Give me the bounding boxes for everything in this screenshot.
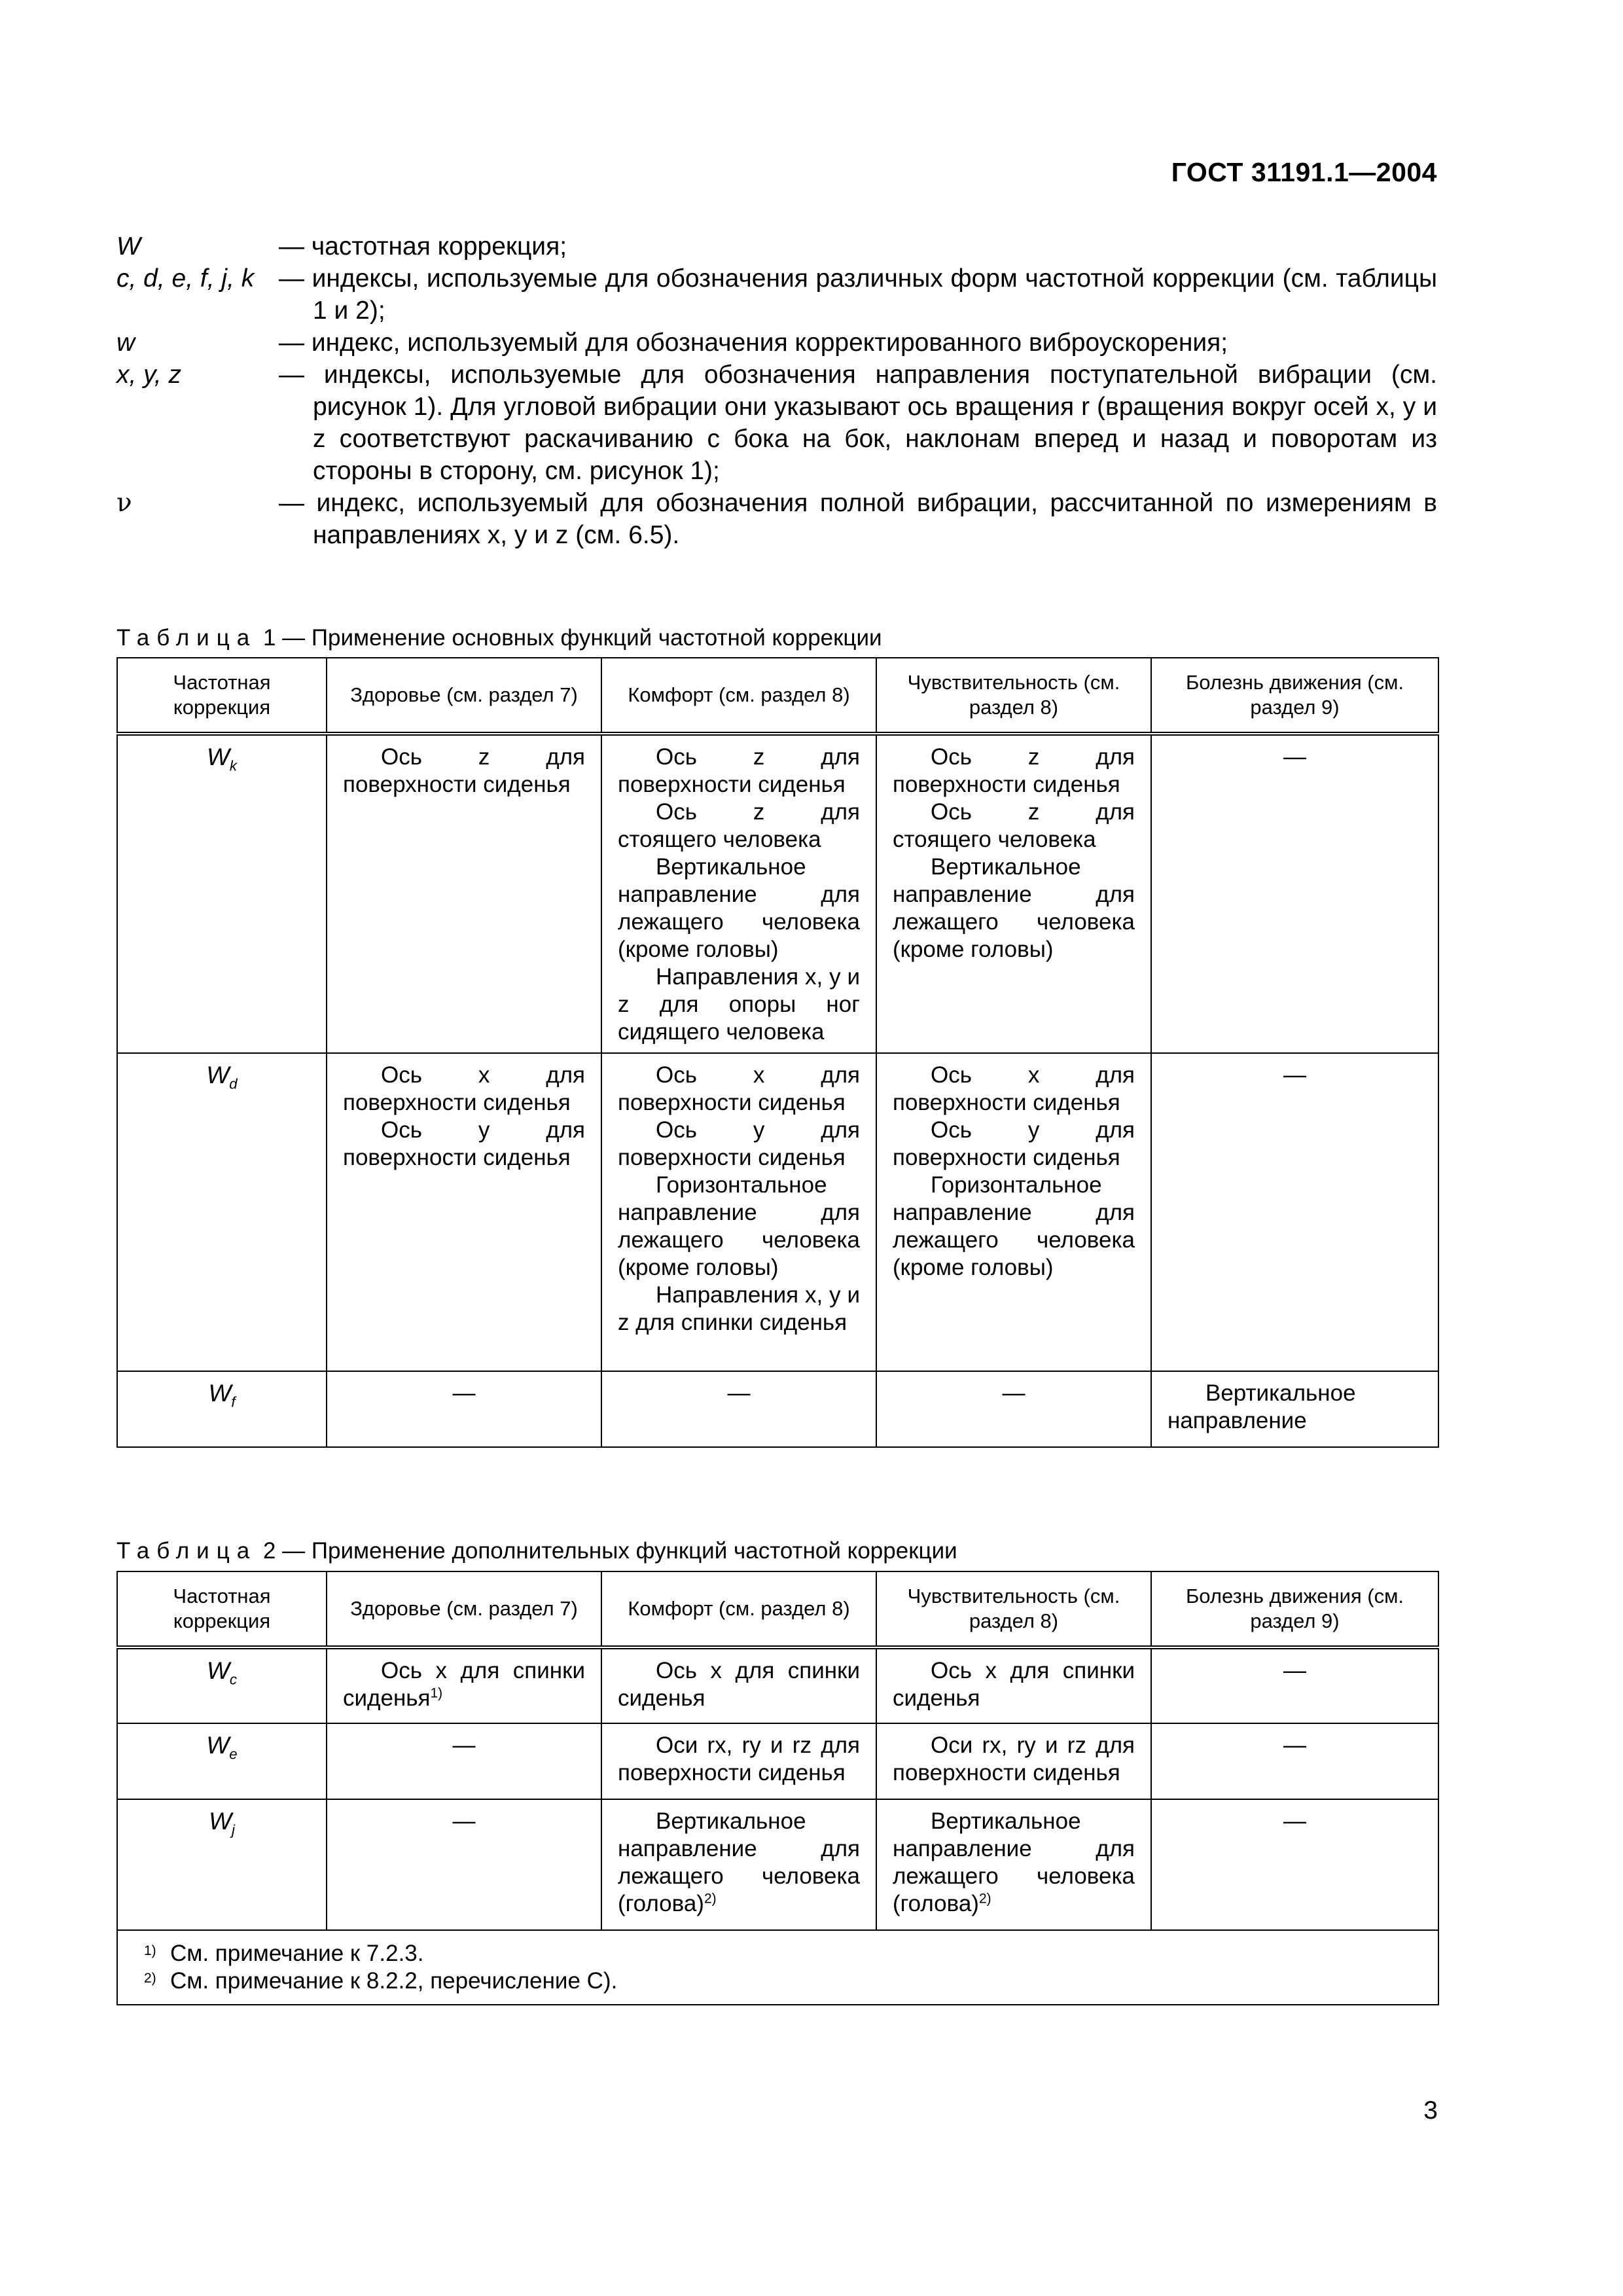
table2-caption xyxy=(116,1538,957,1564)
definition-symbol: c, d, e, f, j, k xyxy=(116,264,255,293)
page-number: 3 xyxy=(1423,2096,1438,2125)
definition-symbol: W xyxy=(116,232,141,260)
definition-item xyxy=(116,327,1437,359)
correction-symbol: $W_j$ xyxy=(117,1799,327,1930)
motion-cell: — xyxy=(1151,1723,1438,1799)
table1-header-health: Здоровье (см. раздел 7) xyxy=(327,658,601,734)
definition-text: — индекс, используемый для обозначения полной вибрации, рассчитанной по измерениям в направлениях x, y и z (см. 6.5). xyxy=(279,489,1437,549)
correction-symbol: $W_k$ xyxy=(117,734,327,1053)
table2-header-perception: Чувствительность (см. раздел 8) xyxy=(876,1571,1151,1647)
definition-symbol: x, y, z xyxy=(116,361,181,389)
perception-cell: Ось z для поверхности сиденья Ось z для стоящего человека Вертикальное направление для лежащего человека (кроме головы) xyxy=(876,734,1151,1053)
comfort-cell: Ось x для поверхности сиденья Ось y для поверхности сиденья Горизонтальное направление для лежащего человека (кроме головы) Направления x, y и z для спинки сиденья xyxy=(601,1053,876,1371)
table1-header-correction: Частотная коррекция xyxy=(117,658,327,734)
correction-symbol: $W_c$ xyxy=(117,1647,327,1723)
table2-header-comfort: Комфорт (см. раздел 8) xyxy=(601,1571,876,1647)
table2-header-health: Здоровье (см. раздел 7) xyxy=(327,1571,601,1647)
correction-symbol: $W_d$ xyxy=(117,1053,327,1371)
document-number: ГОСТ 31191.1—2004 xyxy=(1171,157,1437,187)
perception-cell: Ось x для поверхности сиденья Ось y для поверхности сиденья Горизонтальное направление для лежащего человека (кроме головы) xyxy=(876,1053,1151,1371)
motion-cell: — xyxy=(1151,734,1438,1053)
definition-text: — индексы, используемые для обозначения различных форм частотной коррекции (см. таблицы 1 и 2); xyxy=(279,264,1437,325)
comfort-cell: Оси rx, ry и rz для поверхности сиденья xyxy=(601,1723,876,1799)
table2-caption-text: 2 — Применение дополнительных функций частотной коррекции xyxy=(262,1538,957,1564)
health-cell: Ось x для спинки сиденья$^{1)}$ xyxy=(327,1647,601,1723)
table-row xyxy=(117,1053,1438,1371)
table1-caption xyxy=(116,625,882,651)
table1-caption-text: 1 — Применение основных функций частотной коррекции xyxy=(262,625,882,651)
motion-cell: Вертикальное направление xyxy=(1151,1371,1438,1447)
table1-header-row xyxy=(117,658,1438,734)
table2-header-motion: Болезнь движения (см. раздел 9) xyxy=(1151,1571,1438,1647)
definition-item xyxy=(116,230,1437,262)
table-row xyxy=(117,1371,1438,1447)
table1-caption-label: Таблица xyxy=(116,625,257,651)
health-cell: — xyxy=(327,1371,601,1447)
correction-symbol: $W_f$ xyxy=(117,1371,327,1447)
table2 xyxy=(116,1571,1439,2005)
table2-footnotes-row xyxy=(117,1930,1438,2005)
definition-item xyxy=(116,262,1437,327)
perception-cell: Вертикальное направление для лежащего человека (голова)$^{2)}$ xyxy=(876,1799,1151,1930)
table2-footnotes xyxy=(117,1930,1438,2005)
comfort-cell: Ось x для спинки сиденья xyxy=(601,1647,876,1723)
health-cell: — xyxy=(327,1799,601,1930)
table-row xyxy=(117,734,1438,1053)
definition-text: — индекс, используемый для обозначения корректированного виброускорения; xyxy=(279,329,1228,357)
motion-cell: — xyxy=(1151,1053,1438,1371)
table-row xyxy=(117,1647,1438,1723)
footnote-ref: 2) xyxy=(978,1891,991,1907)
perception-cell: — xyxy=(876,1371,1151,1447)
health-cell: — xyxy=(327,1723,601,1799)
definition-text: — частотная коррекция; xyxy=(279,232,567,260)
correction-symbol: $W_e$ xyxy=(117,1723,327,1799)
perception-cell: Оси rx, ry и rz для поверхности сиденья xyxy=(876,1723,1151,1799)
comfort-cell: — xyxy=(601,1371,876,1447)
table-row xyxy=(117,1723,1438,1799)
motion-cell: — xyxy=(1151,1799,1438,1930)
definitions-list xyxy=(116,230,1437,551)
table2-header-correction: Частотная коррекция xyxy=(117,1571,327,1647)
table1-header-comfort: Комфорт (см. раздел 8) xyxy=(601,658,876,734)
health-cell: Ось x для поверхности сиденья Ось y для поверхности сиденья xyxy=(327,1053,601,1371)
footnote-ref: 1) xyxy=(430,1685,443,1701)
definition-item xyxy=(116,487,1437,551)
footnote: 1) См. примечание к 7.2.3. xyxy=(144,1941,424,1966)
definition-item xyxy=(116,359,1437,487)
table-row xyxy=(117,1799,1438,1930)
definition-symbol: w xyxy=(116,329,135,357)
comfort-cell: Ось z для поверхности сиденья Ось z для стоящего человека Вертикальное направление для лежащего человека (кроме головы) Направления x, y и z для опоры ног сидящего человека xyxy=(601,734,876,1053)
footnote: 2) См. примечание к 8.2.2, перечисление С). xyxy=(144,1968,618,1994)
perception-cell: Ось x для спинки сиденья xyxy=(876,1647,1151,1723)
footnote-ref: 2) xyxy=(704,1891,717,1907)
table2-caption-label: Таблица xyxy=(116,1538,257,1564)
definition-text: — индексы, используемые для обозначения направления поступательной вибрации (см. рисунок 1). Для угловой вибрации они указывают ось вращения r (вращения вокруг осей x, y и z соответствуют раскачиванию с бока на бок, наклонам вперед и назад и поворотам из стороны в сторону, см. рисунок 1); xyxy=(279,361,1437,485)
table2-header-row xyxy=(117,1571,1438,1647)
definition-symbol: ν xyxy=(116,488,132,518)
table1-header-perception: Чувствительность (см. раздел 8) xyxy=(876,658,1151,734)
comfort-cell: Вертикальное направление для лежащего человека (голова)$^{2)}$ xyxy=(601,1799,876,1930)
health-cell: Ось z для поверхности сиденья xyxy=(327,734,601,1053)
motion-cell: — xyxy=(1151,1647,1438,1723)
table1-header-motion: Болезнь движения (см. раздел 9) xyxy=(1151,658,1438,734)
table1 xyxy=(116,657,1439,1448)
